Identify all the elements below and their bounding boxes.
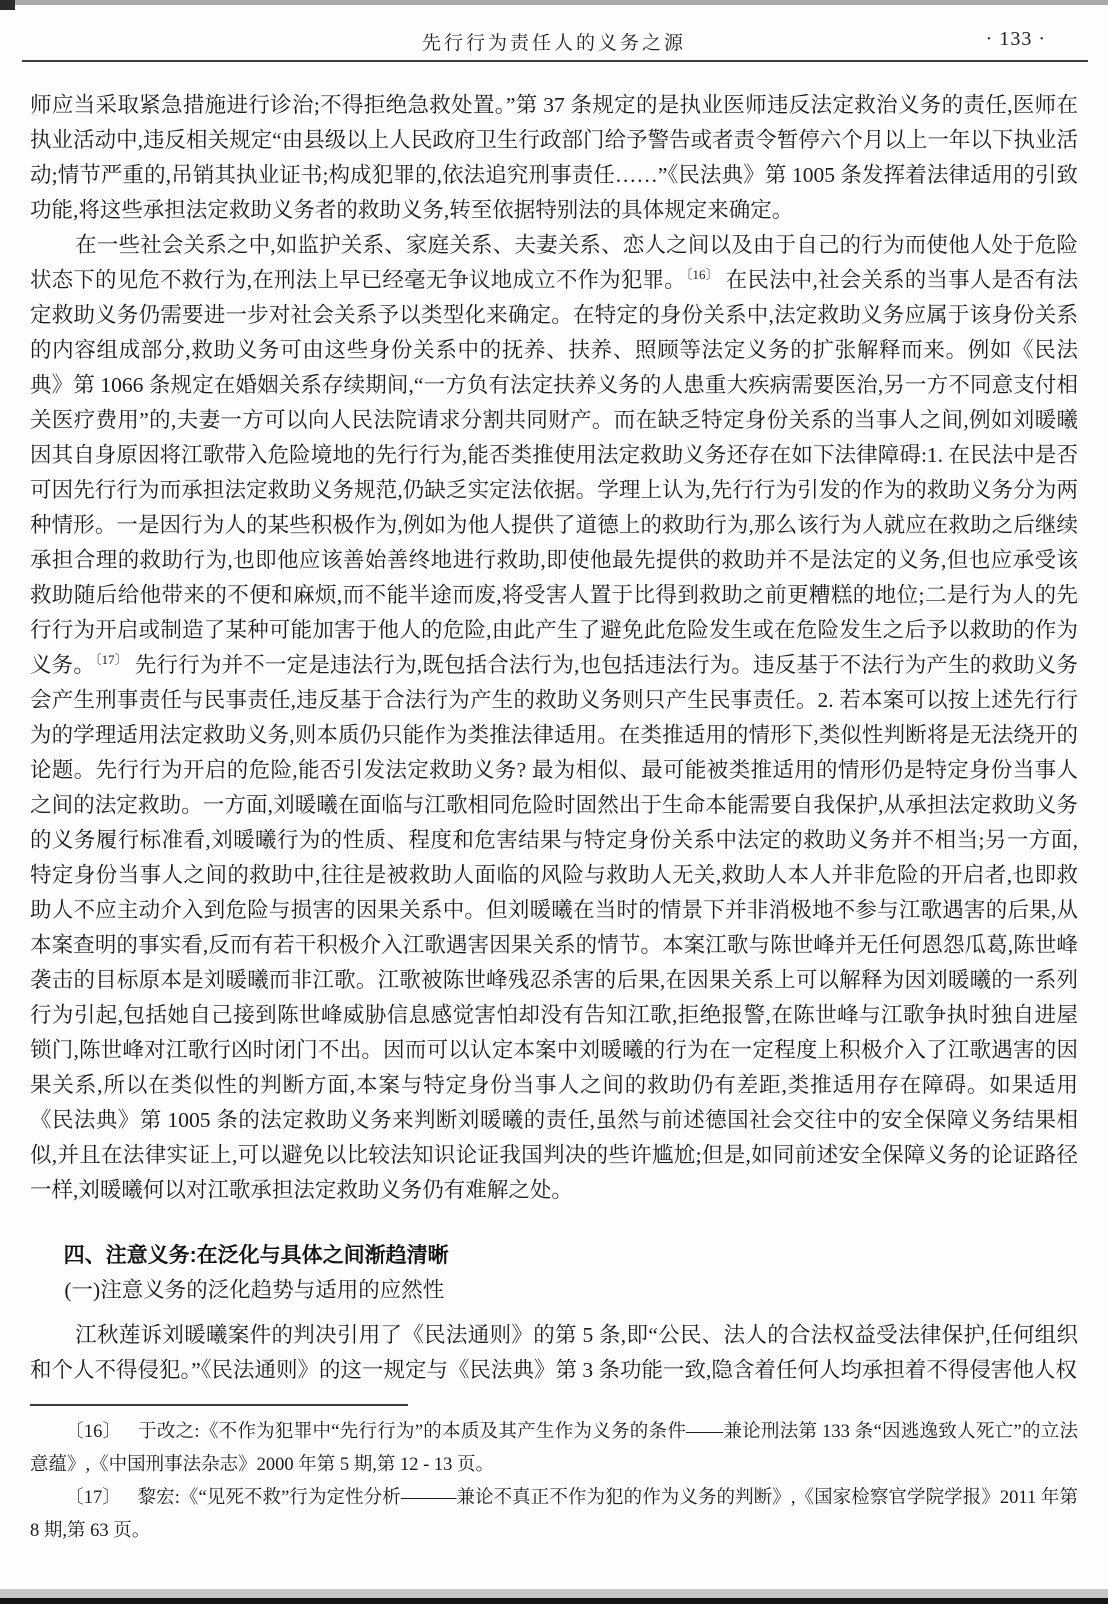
footnote-text: 黎宏:《“见死不救”行为定性分析———兼论不真正不作为犯的作为义务的判断》,《国家检察官学院学报》2011 年第 8 期,第 63 页。: [30, 1488, 1078, 1541]
scan-corner-mark: [0, 0, 15, 10]
footnote-ref-16: 〔16〕: [685, 267, 719, 282]
paragraph-text: 在一些社会关系之中,如监护关系、家庭关系、夫妻关系、恋人之间以及由于自己的行为而使他人处于危险状态下的见危不救行为,在刑法上早已经毫无争议地成立不作为犯罪。: [30, 233, 1078, 292]
paragraph-text: 先行行为并不一定是违法行为,既包括合法行为,也包括违法行为。违反基于不法行为产生的救助义务会产生刑事责任与民事责任,违反基于合法行为产生的救助义务则只产生民事责任。2. 若本案可以按上述先行行为的学理适用法定救助义务,则本质仍只能作为类推法律适用。在类推适用的情形下,类似性判断将是无法绕开的论题。先行行为开启的危险,能否引发法定救助义务? 最为相似、最可能被类推适用的情形仍是特定身份当事人之间的法定救助。一方面,刘暖曦在面临与江歌相同危险时固然出于生命本能需要自我保护,从承担法定救助义务的义务履行标准看,刘暖曦行为的性质、程度和危害结果与特定身份关系中法定的救助义务并不相当;另一方面,特定身份当事人之间的救助中,往往是被救助人面临的风险与救助人无关,救助人本人并非危险的开启者,也即救助人不应主动介入到危险与损害的因果关系中。但刘暖曦在当时的情景下并非消极地不参与江歌遇害的后果,从本案查明的事实看,反而有若干积极介入江歌遇害因果关系的情节。本案江歌与陈世峰并无任何恩怨瓜葛,陈世峰袭击的目标原本是刘暖曦而非江歌。江歌被陈世峰残忍杀害的后果,在因果关系上可以解释为因刘暖曦的一系列行为引起,包括她自己接到陈世峰威胁信息感觉害怕却没有告知江歌,拒绝报警,在陈世峰与江歌争执时独自进屋锁门,陈世峰对江歌行凶时闭门不出。因而可以认定本案中刘暖曦的行为在一定程度上积极介入了江歌遇害的因果关系,所以在类似性的判断方面,本案与特定身份当事人之间的救助仍有差距,类推适用存在障碍。如果适用《民法典》第 1005 条的法定救助义务来判断刘暖曦的责任,虽然与前述德国社会交往中的安全保障义务结果相似,并且在法律实证上,可以避免以比较法知识论证我国判决的些许尴尬;但是,如同前述安全保障义务的论证路径一样,刘暖曦何以对江歌承担法定救助义务仍有难解之处。: [30, 653, 1078, 1202]
footnote-marker: 〔16〕: [65, 1422, 122, 1442]
footnote-text: 于改之:《不作为犯罪中“先行行为”的本质及其产生作为义务的条件——兼论刑法第 133 条“因逃逸致人死亡”的立法意蕴》,《中国刑事法杂志》2000 年第 5 期,第 12 - 13 页。: [30, 1422, 1078, 1475]
footnote-17: [30, 1482, 1078, 1548]
footnotes-section: [30, 1416, 1078, 1548]
sub-heading: (一)注意义务的泛化趋势与适用的应然性: [64, 1278, 445, 1302]
page-header: [30, 0, 1078, 62]
scan-bottom-black-strip: [0, 1598, 1108, 1604]
footnote-16: [30, 1416, 1078, 1482]
scan-bottom-gray-strip: [0, 1589, 1108, 1598]
header-rule: [22, 60, 1088, 62]
section-heading: 四、注意义务:在泛化与具体之间渐趋清晰: [63, 1244, 449, 1267]
paragraph-continuation: [30, 88, 1078, 228]
footnote-marker: 〔17〕: [65, 1488, 121, 1508]
footnote-separator-rule: [30, 1404, 408, 1406]
footnote-ref-17: 〔17〕: [95, 652, 128, 667]
page-number: · 133 ·: [985, 28, 1046, 50]
paragraph-text: 江秋莲诉刘暖曦案件的判决引用了《民法通则》的第 5 条,即“公民、法人的合法权益受法律保护,任何组织和个人不得侵犯。”《民法通则》的这一规定与《民法典》第 3 条功能一致,隐含着任何人均承担着不得侵害他人权: [30, 1323, 1078, 1382]
paragraph-text: 在民法中,社会关系的当事人是否有法定救助义务仍需要进一步对社会关系予以类型化来确定。在特定的身份关系中,法定救助义务应属于该身份关系的内容组成部分,救助义务可由这些身份关系中的抚养、扶养、照顾等法定义务的扩张解释而来。例如《民法典》第 1066 条规定在婚姻关系存续期间,“一方负有法定扶养义务的人患重大疾病需要医治,另一方不同意支付相关医疗费用”的,夫妻一方可以向人民法院请求分割共同财产。而在缺乏特定身份关系的当事人之间,例如刘暖曦因其自身原因将江歌带入危险境地的先行行为,能否类推使用法定救助义务还存在如下法律障碍:1. 在民法中是否可因先行行为而承担法定救助义务规范,仍缺乏实定法依据。学理上认为,先行行为引发的作为的救助义务分为两种情形。一是因行为人的某些积极作为,例如为他人提供了道德上的救助行为,那么该行为人就应在救助之后继续承担合理的救助行为,也即他应该善始善终地进行救助,即使他最先提供的救助并不是法定的义务,但也应承受该救助随后给他带来的不便和麻烦,而不能半途而废,将受害人置于比得到救助之前更糟糕的地位;二是行为人的先行行为开启或制造了某种可能加害于他人的危险,由此产生了避免此危险发生或在危险发生之后予以救助的作为义务。: [30, 268, 1078, 677]
paragraph-last: [30, 1318, 1078, 1388]
running-head-title: 先行行为责任人的义务之源: [421, 33, 686, 54]
paragraph-text: 师应当采取紧急措施进行诊治;不得拒绝急救处置。”第 37 条规定的是执业医师违反法定救治义务的责任,医师在执业活动中,违反相关规定“由县级以上人民政府卫生行政部门给予警告或者责令暂停六个月以上一年以下执业活动;情节严重的,吊销其执业证书;构成犯罪的,依法追究刑事责任……”《民法典》第 1005 条发挥着法律适用的引致功能,将这些承担法定救助义务者的救助义务,转至依据特别法的具体规定来确定。: [30, 93, 1078, 222]
article-body: [30, 88, 1078, 1548]
paragraph-main: [30, 228, 1078, 1208]
